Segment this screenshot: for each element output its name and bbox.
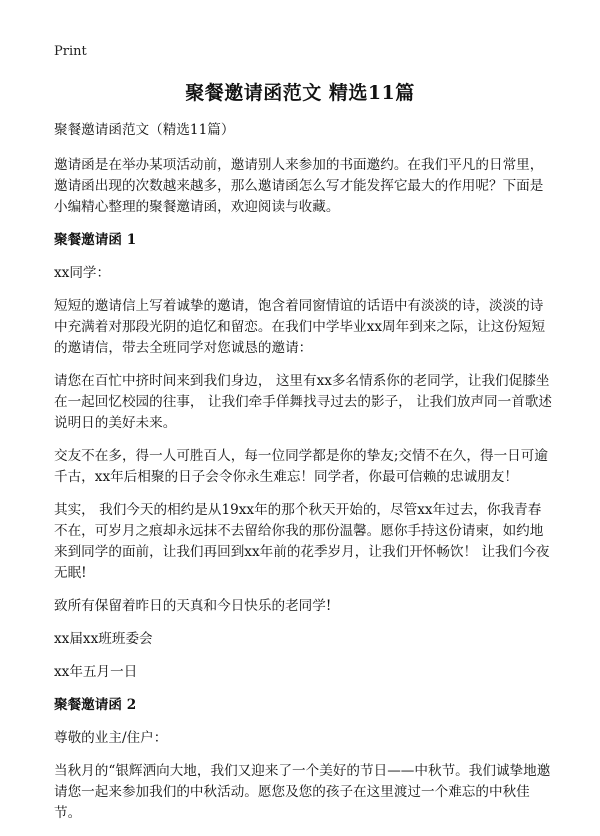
- section-1-greeting: xx同学：: [54, 265, 111, 281]
- section-1-paragraph-1: 短短的邀请信上写着诚挚的邀请，饱含着同窗情谊的话语中有淡淡的诗，淡淡的诗中充满着对那段光阴的追忆和留恋。在我们中学毕业xx周年到来之际，让这份短短的邀请信，带去全班同学对您诚恳的邀请：: [54, 298, 546, 356]
- article-subtitle: 聚餐邀请函范文（精选11篇）: [54, 122, 235, 138]
- section-1-date: xx年五月一日: [54, 664, 138, 680]
- section-1-paragraph-2: 请您在百忙中挤时间来到我们身边， 这里有xx多名情系你的老同学，让我们促膝坐在一起回忆校园的往事， 让我们牵手佯舞找寻过去的影子， 让我们放声同一首歌述说明日的美好未来。: [54, 373, 553, 431]
- intro-paragraph: 邀请函是在举办某项活动前，邀请别人来参加的书面邀约。在我们平凡的日常里，邀请函出现的次数越来越多，那么邀请函怎么写才能发挥它最大的作用呢？下面是小编精心整理的聚餐邀请函，欢迎阅读与收藏。: [54, 157, 544, 215]
- article-body: [54, 120, 552, 836]
- page-title: 聚餐邀请函范文 精选11篇: [185, 82, 415, 104]
- section-1-paragraph-4: 其实， 我们今天的相约是从19xx年的那个秋天开始的，尽管xx年过去，你我青春不在，可岁月之痕却永远抹不去留给你我的那份温馨。愿你手持这份请柬，如约地来到同学的面前，让我们再回到xx年前的花季岁月，让我们开怀畅饮！ 让我们今夜无眠!: [54, 502, 550, 581]
- section-1-heading: 聚餐邀请函 1: [54, 232, 137, 248]
- section-1-paragraph-5: 致所有保留着昨日的天真和今日快乐的老同学!: [54, 598, 332, 614]
- section-2-greeting: 尊敬的业主/住户：: [54, 730, 168, 746]
- section-2-paragraph-1: 当秋月的“银辉洒向大地，我们又迎来了一个美好的节日——中秋节。我们诚挚地邀请您一起来参加我们的中秋活动。愿您及您的孩子在这里渡过一个难忘的中秋佳节。: [54, 763, 551, 821]
- section-1-signature: xx届xx班班委会: [54, 631, 153, 647]
- section-1-paragraph-3: 交友不在多，得一人可胜百人，每一位同学都是你的挚友;交情不在久，得一日可逾千古，xx年后相聚的日子会令你永生难忘！同学者，你最可信赖的忠诚朋友！: [54, 448, 548, 485]
- section-2-heading: 聚餐邀请函 2: [54, 697, 137, 713]
- print-link[interactable]: Print: [54, 44, 87, 59]
